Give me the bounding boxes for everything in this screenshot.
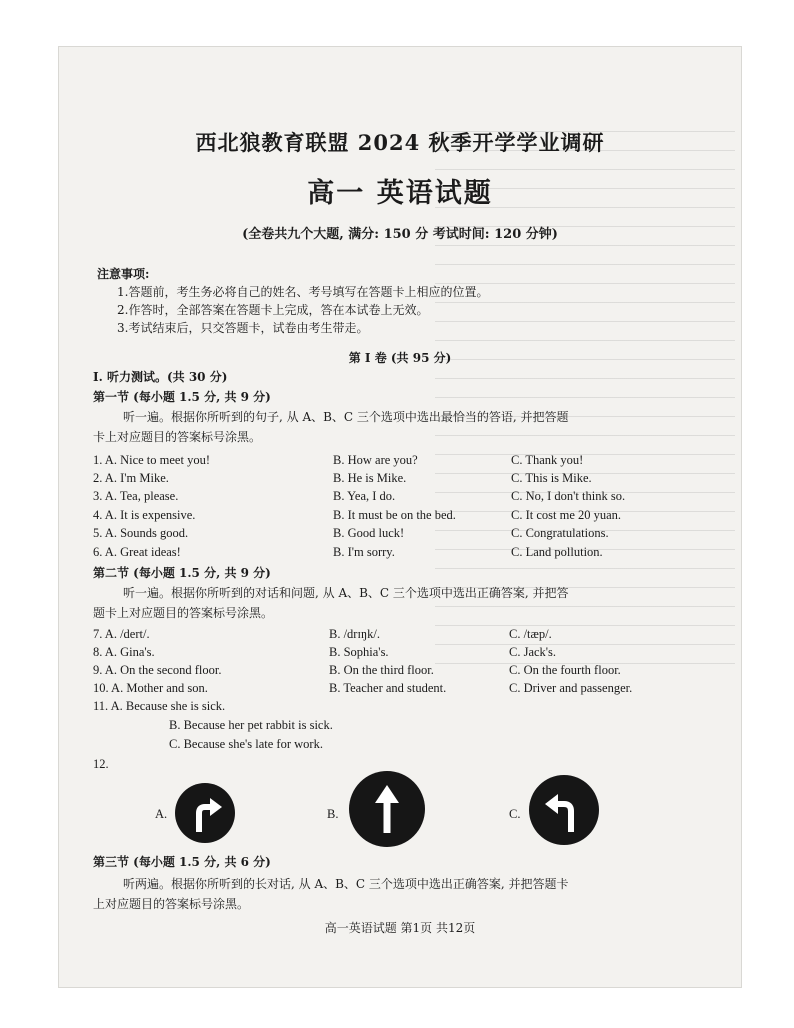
option-a: 9. A. On the second floor. <box>93 663 222 677</box>
option-a: 2. A. I'm Mike. <box>93 471 169 485</box>
option-c: C. Congratulations. <box>511 526 609 540</box>
question-number: 12. <box>93 757 109 771</box>
note-item: 2.作答时，全部答案在答题卡上完成，答在本试卷上无效。 <box>117 303 429 317</box>
option-c: C. On the fourth floor. <box>509 663 621 677</box>
section1-instruction: 卡上对应题目的答案标号涂黑。 <box>93 430 262 444</box>
note-item: 1.答题前，考生务必将自己的姓名、考号填写在答题卡上相应的位置。 <box>117 285 489 299</box>
option-b: B. I'm sorry. <box>333 545 395 559</box>
option-b: B. It must be on the bed. <box>333 508 456 522</box>
section1-title: 第一节 (每小题 1.5 分, 共 9 分) <box>93 390 271 404</box>
turn-right-sign-icon <box>175 783 235 843</box>
option-a: 5. A. Sounds good. <box>93 526 189 540</box>
part1-title: I. 听力测试。(共 30 分) <box>93 370 228 384</box>
option-a: 8. A. Gina's. <box>93 645 155 659</box>
section2-instruction: 听一遍。根据你所听到的对话和问题, 从 A、B、C 三个选项中选出正确答案, 并把答 <box>123 586 569 600</box>
option-b: B. Because her pet rabbit is sick. <box>169 718 333 732</box>
option-c: C. This is Mike. <box>511 471 592 485</box>
option-c: C. /tæp/. <box>509 627 552 641</box>
section3-instruction: 听两遍。根据你所听到的长对话, 从 A、B、C 三个选项中选出正确答案, 并把答题卡 <box>123 877 569 891</box>
option-b: B. On the third floor. <box>329 663 434 677</box>
go-straight-sign-icon <box>349 771 425 847</box>
option-c: C. It cost me 20 yuan. <box>511 508 622 522</box>
option-a: 4. A. It is expensive. <box>93 508 196 522</box>
section2-title: 第二节 (每小题 1.5 分, 共 9 分) <box>93 566 271 580</box>
option-c: C. Thank you! <box>511 453 584 467</box>
option-b: B. Yea, I do. <box>333 489 396 503</box>
option-a: 6. A. Great ideas! <box>93 545 181 559</box>
volume-title: 第 Ⅰ 卷 (共 95 分) <box>348 351 452 365</box>
option-label: B. <box>327 807 339 821</box>
option-b: B. /drɪŋk/. <box>329 627 380 641</box>
section3-title: 第三节 (每小题 1.5 分, 共 6 分) <box>93 855 271 869</box>
option-a: 10. A. Mother and son. <box>93 681 208 695</box>
exam-title: 西北狼教育联盟 2024 秋季开学学业调研 <box>195 130 605 155</box>
notes-heading: 注意事项: <box>97 267 150 281</box>
option-c: C. No, I don't think so. <box>511 489 626 503</box>
option-a: 1. A. Nice to meet you! <box>93 453 210 467</box>
exam-paper <box>58 46 742 988</box>
option-label: C. <box>509 807 521 821</box>
option-b: B. He is Mike. <box>333 471 407 485</box>
option-label: A. <box>155 807 168 821</box>
option-c: C. Because she's late for work. <box>169 737 323 751</box>
option-b: B. How are you? <box>333 453 418 467</box>
exam-subtitle: 高一 英语试题 <box>307 178 493 209</box>
page-footer: 高一英语试题 第1页 共12页 <box>324 921 476 935</box>
option-a: 3. A. Tea, please. <box>93 489 179 503</box>
option-a: 7. A. /dert/. <box>93 627 150 641</box>
note-item: 3.考试结束后，只交答题卡，试卷由考生带走。 <box>117 321 369 335</box>
option-b: B. Good luck! <box>333 526 405 540</box>
section1-instruction: 听一遍。根据你所听到的句子, 从 A、B、C 三个选项中选出最恰当的答语, 并把答题 <box>123 410 569 424</box>
exam-info: (全卷共九个大题, 满分: 150 分 考试时间: 120 分钟) <box>242 227 558 242</box>
option-c: C. Jack's. <box>509 645 557 659</box>
option-c: C. Land pollution. <box>511 545 603 559</box>
section2-instruction: 题卡上对应题目的答案标号涂黑。 <box>93 606 274 620</box>
option-c: C. Driver and passenger. <box>509 681 633 695</box>
option-a: 11. A. Because she is sick. <box>93 699 226 713</box>
section3-instruction: 上对应题目的答案标号涂黑。 <box>93 897 250 911</box>
option-b: B. Sophia's. <box>329 645 389 659</box>
turn-left-sign-icon <box>529 775 599 845</box>
option-b: B. Teacher and student. <box>329 681 447 695</box>
